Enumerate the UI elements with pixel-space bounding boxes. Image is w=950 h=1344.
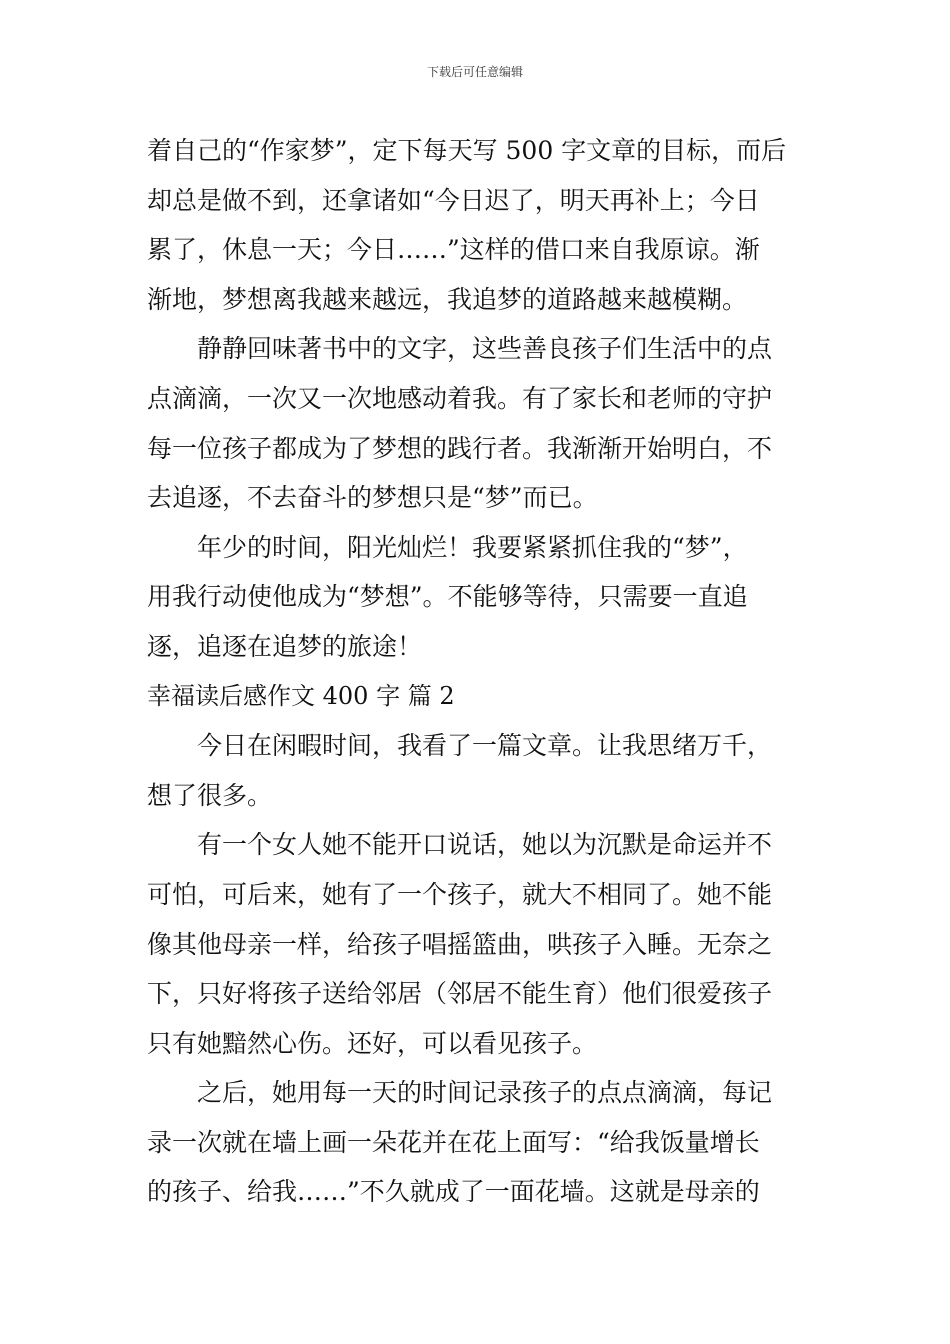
text-line: 逐，追逐在追梦的旅途！	[147, 631, 423, 661]
paragraph-start-line: 静静回味著书中的文字，这些善良孩子们生活中的点	[197, 334, 773, 364]
section-heading: 幸福读后感作文 400 字 篇 2	[147, 681, 455, 710]
text-line: 像其他母亲一样，给孩子唱摇篮曲，哄孩子入睡。无奈之	[147, 929, 773, 959]
text-line: 着自己的“作家梦”，定下每天写 500 字文章的目标，而后	[147, 136, 787, 165]
text-line: 用我行动使他成为“梦想”。不能够等待，只需要一直追	[147, 582, 748, 612]
document-body	[147, 126, 807, 1217]
paragraph-start-line: 年少的时间，阳光灿烂！我要紧紧抓住我的“梦”，	[197, 532, 748, 562]
text-line: 只有她黯然心伤。还好，可以看见孩子。	[147, 1028, 598, 1058]
text-line: 录一次就在墙上画一朵花并在花上面写：“给我饭量增长	[147, 1127, 760, 1157]
text-line: 可怕，可后来，她有了一个孩子，就大不相同了。她不能	[147, 879, 773, 909]
text-line: 却总是做不到，还拿诸如“今日迟了，明天再补上；今日	[147, 185, 760, 215]
paragraph-start-line: 有一个女人她不能开口说话，她以为沉默是命运并不	[197, 830, 773, 860]
text-line: 每一位孩子都成为了梦想的践行者。我渐渐开始明白，不	[147, 433, 773, 463]
paragraph-start-line: 今日在闲暇时间，我看了一篇文章。让我思绪万千，	[197, 731, 773, 761]
text-line: 点滴滴，一次又一次地感动着我。有了家长和老师的守护	[147, 383, 773, 413]
text-line: 渐地，梦想离我越来越远，我追梦的道路越来越模糊。	[147, 284, 748, 314]
text-line: 累了，休息一天；今日……”这样的借口来自我原谅。渐	[147, 235, 760, 265]
page-header: 下载后可任意编辑	[426, 65, 523, 79]
text-line: 的孩子、给我……”不久就成了一面花墙。这就是母亲的	[147, 1177, 760, 1207]
text-line: 想了很多。	[147, 780, 273, 810]
text-line: 下，只好将孩子送给邻居（邻居不能生育）他们很爱孩子	[147, 979, 773, 1009]
text-line: 去追逐，不去奋斗的梦想只是“梦”而已。	[147, 483, 598, 513]
paragraph-start-line: 之后，她用每一天的时间记录孩子的点点滴滴，每记	[197, 1078, 773, 1108]
